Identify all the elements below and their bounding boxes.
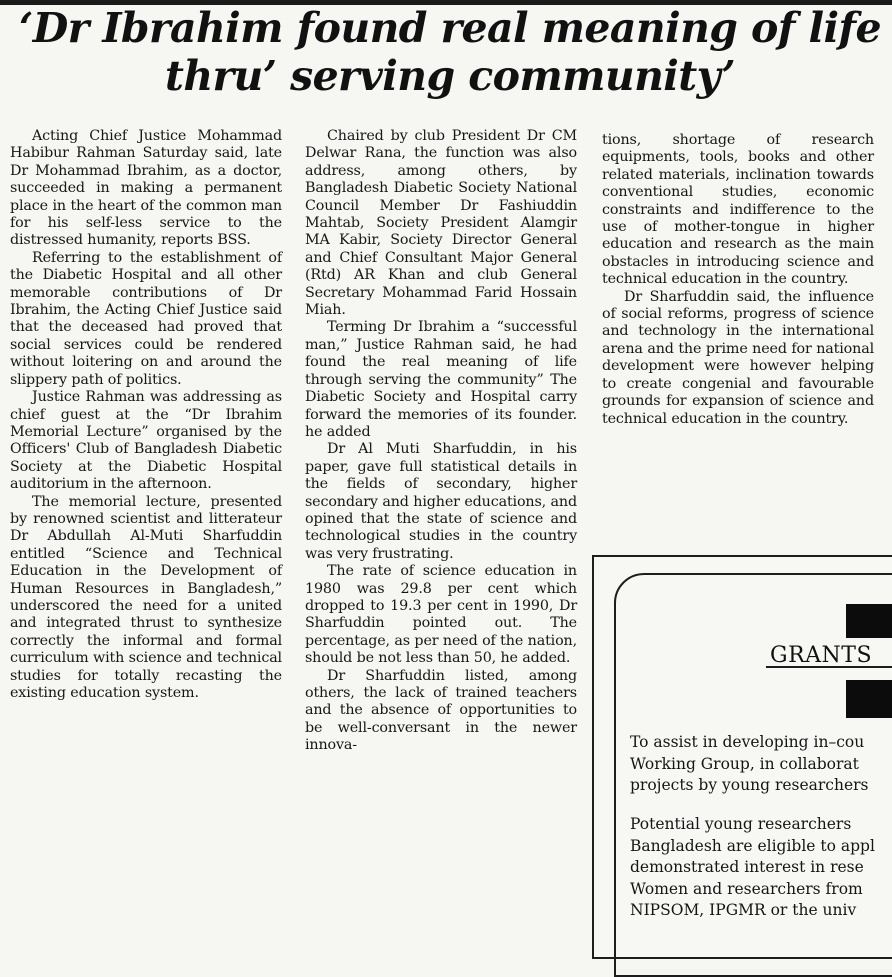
paragraph: The memorial lecture, presented by renowned scientist and litterateur Dr Abdullah Al-Muti Sharfuddin entitled “Science and Technical Education in the Development of Human Resources in Bangladesh,” underscored the need for a united and integrated thrust to synthesize correctly the informal and formal curriculum with science and technical studies for totally recasting the existing education system. <box>10 493 282 701</box>
advert-logo-block-top <box>846 604 892 638</box>
advert-line: projects by young researchers <box>630 776 869 794</box>
advert-line: demonstrated interest in rese <box>630 858 864 876</box>
paragraph: Dr Sharfuddin listed, among others, the lack of trained teachers and the absence of opportunities to be well-conversant in the newer innova- <box>305 667 577 754</box>
advert-line: Potential young researchers <box>630 815 852 833</box>
paragraph: Dr Al Muti Sharfuddin, in his paper, gave full statistical details in the fields of secondary, higher secondary and higher educations, and opined that the state of science and technological studies in the country was very frustrating. <box>305 441 577 562</box>
paragraph: tions, shortage of research equipments, tools, books and other related materials, inclination towards conventional studies, economic constraints and indifference to the use of mother-tongue in higher education and research as the main obstacles in introducing science and technical education in the country. <box>602 132 874 288</box>
advert-paragraph-2 <box>630 814 892 922</box>
paragraph: Justice Rahman was addressing as chief guest at the “Dr Ibrahim Memorial Lecture” organised by the Officers' Club of Bangladesh Diabetic Society at the Diabetic Hospital auditorium in the afternoon. <box>10 389 282 493</box>
advert-line: Women and researchers from <box>630 879 863 898</box>
advert-line: NIPSOM, IPGMR or the univ <box>630 901 857 919</box>
advert-paragraph-1 <box>630 732 892 797</box>
article-column-1 <box>10 128 282 702</box>
article-column-2 <box>305 128 577 755</box>
advert-line: Working Group, in collaborat <box>630 754 859 773</box>
paragraph: The rate of science education in 1980 was 29.8 per cent which dropped to 19.3 per cent in 1990, Dr Sharfuddin pointed out. The percentage, as per need of the nation, should be not less than 50, he added. <box>305 563 577 667</box>
paragraph: Acting Chief Justice Mohammad Habibur Rahman Saturday said, late Dr Mohammad Ibrahim, as a doctor, succeeded in making a permanent place in the heart of the common man for his self-less service to the distressed humanity, reports BSS. <box>10 128 282 249</box>
advert-line: Bangladesh are eligible to appl <box>630 836 875 855</box>
paragraph: Referring to the establishment of the Diabetic Hospital and all other memorable contributions of Dr Ibrahim, the Acting Chief Justice said that the deceased had proved that social services could be rendered without loitering on and around the slippery path of politics. <box>10 249 282 388</box>
article-column-3 <box>602 132 874 428</box>
advert-line: To assist in developing in–cou <box>630 733 865 751</box>
advert-logo-block-bottom <box>846 680 892 718</box>
advert-title: GRANTS <box>770 643 873 668</box>
paragraph: Terming Dr Ibrahim a “successful man,” Justice Rahman said, he had found the real meaning of life through serving the community” The Diabetic Society and Hospital carry forward the memories of its founder. he added <box>305 319 577 440</box>
headline: ‘Dr Ibrahim found real meaning of life thru’ serving community’ <box>19 4 881 100</box>
paragraph: Dr Sharfuddin said, the influence of social reforms, progress of science and technology in the international arena and the prime need for national development were however helping to create congenial and favourable grounds for expansion of science and technical education in the country. <box>602 288 874 427</box>
paragraph: Chaired by club President Dr CM Delwar Rana, the function was also address, among others, by Bangladesh Diabetic Society National Council Member Dr Fashiuddin Mahtab, Society President Alamgir MA Kabir, Society Director General and Chief Consultant Major General (Rtd) AR Khan and club General Secretary Mohammad Farid Hossain Miah. <box>305 128 577 319</box>
